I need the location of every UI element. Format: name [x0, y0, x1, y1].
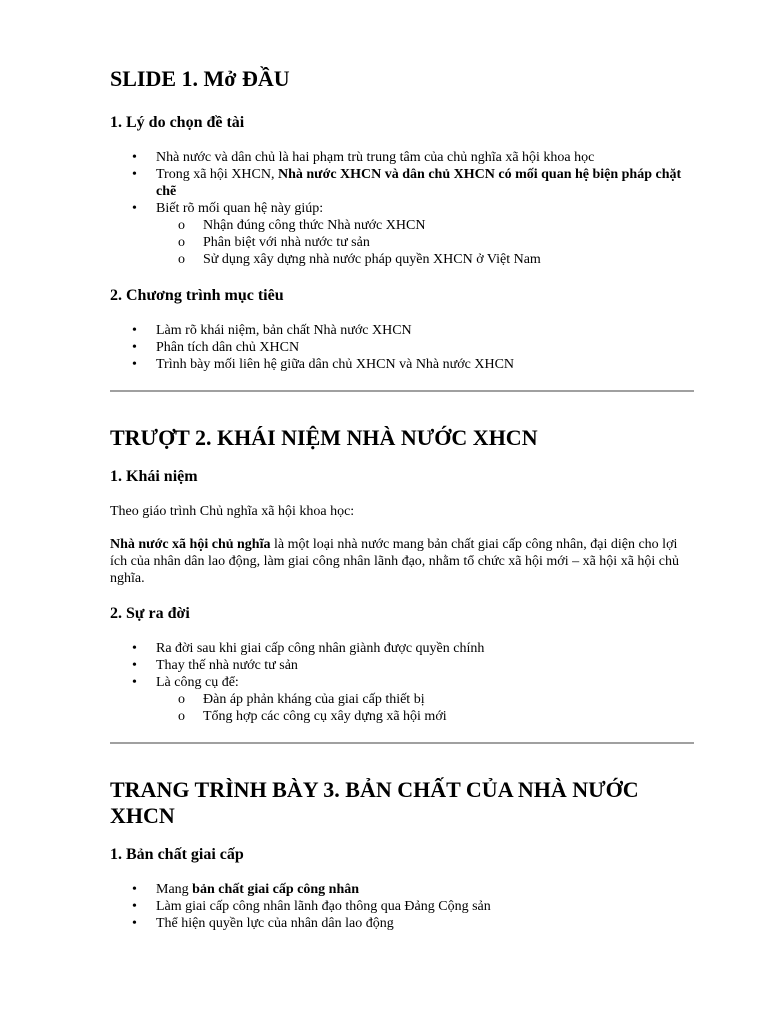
slide2-origin-heading: 2. Sự ra đời — [110, 605, 190, 622]
sub-list-item: o Sử dụng xây dựng nhà nước pháp quyền XHCN ở Việt Nam — [110, 251, 694, 268]
slide2-intro-paragraph: Theo giáo trình Chủ nghĩa xã hội khoa học: — [110, 504, 355, 519]
list-item: • Nhà nước và dân chủ là hai phạm trù trung tâm của chủ nghĩa xã hội khoa học — [110, 149, 694, 166]
list-item: • Làm rõ khái niệm, bản chất Nhà nước XHCN — [110, 322, 694, 339]
section-divider — [110, 390, 694, 392]
sub-list-item: o Nhận đúng công thức Nhà nước XHCN — [110, 217, 694, 234]
slide3-class-list — [110, 881, 694, 932]
list-item: • Thể hiện quyền lực của nhân dân lao động — [110, 915, 694, 932]
list-item: • Trình bày mối liên hệ giữa dân chủ XHCN và Nhà nước XHCN — [110, 356, 694, 373]
list-item: • Phân tích dân chủ XHCN — [110, 339, 694, 356]
list-item: • Biết rõ mối quan hệ này giúp: — [110, 200, 694, 217]
list-item: • Làm giai cấp công nhân lãnh đạo thông qua Đảng Cộng sản — [110, 898, 694, 915]
bold-emphasis: Nhà nước XHCN và dân chủ XHCN có mối quan hệ biện pháp chặt chẽ — [156, 167, 682, 199]
slide3-class-heading: 1. Bản chất giai cấp — [110, 846, 244, 863]
sub-list-item: o Đàn áp phản kháng của giai cấp thiết bị — [110, 691, 694, 708]
slide1-title: SLIDE 1. Mở ĐẦU — [110, 66, 290, 91]
slide1-goals-heading: 2. Chương trình mục tiêu — [110, 287, 284, 304]
list-item: • Trong xã hội XHCN, Nhà nước XHCN và dân chủ XHCN có mối quan hệ biện pháp chặt chẽ — [110, 166, 694, 200]
list-item: • Thay thế nhà nước tư sản — [110, 657, 694, 674]
bold-emphasis: Nhà nước xã hội chủ nghĩa — [110, 537, 271, 552]
section-divider — [110, 742, 694, 744]
list-item: • Mang bản chất giai cấp công nhân — [110, 881, 694, 898]
slide1-goals-list — [110, 322, 694, 373]
slide2-origin-list — [110, 640, 694, 725]
list-item: • Ra đời sau khi giai cấp công nhân giành được quyền chính — [110, 640, 694, 657]
slide2-concept-heading: 1. Khái niệm — [110, 468, 198, 485]
list-item: • Là công cụ để: — [110, 674, 694, 691]
sub-list-item: o Tổng hợp các công cụ xây dựng xã hội mới — [110, 708, 694, 725]
slide3-title: TRANG TRÌNH BÀY 3. BẢN CHẤT CỦA NHÀ NƯỚC XHCN — [110, 777, 639, 828]
bold-emphasis: bản chất giai cấp công nhân — [192, 882, 360, 897]
slide1-reason-heading: 1. Lý do chọn đề tài — [110, 114, 245, 131]
slide1-reason-list — [110, 149, 694, 268]
slide2-title: TRƯỢT 2. KHÁI NIỆM NHÀ NƯỚC XHCN — [110, 425, 538, 450]
sub-list-item: o Phân biệt với nhà nước tư sản — [110, 234, 694, 251]
slide2-definition-paragraph: Nhà nước xã hội chủ nghĩa là một loại nhà nước mang bản chất giai cấp công nhân, đại diện cho lợi ích của nhân dân lao động, làm giai công nhân lãnh đạo, nhằm tổ chức xã hội mới – xã hội xã hội chủ nghĩa. — [110, 537, 680, 586]
